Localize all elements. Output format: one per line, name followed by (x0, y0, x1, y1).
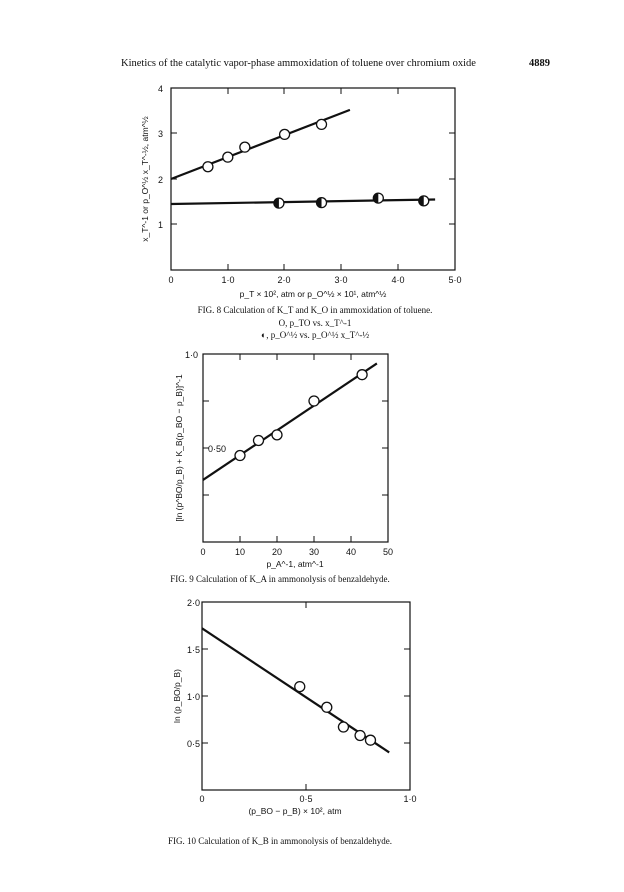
open-data-point (322, 702, 332, 712)
open-data-point (240, 142, 250, 152)
fig9-x-axis-label: p_A^-1, atm^-1 (266, 559, 324, 569)
open-data-point (317, 119, 327, 129)
figure-8-legend-half: ◐, p_O^½ vs. p_O^½ x_T^-½ (260, 330, 370, 340)
figure-10 (150, 590, 417, 820)
open-data-point (280, 129, 290, 139)
fig8-x-axis-label: p_T × 10², atm or p_O^½ × 10¹, atm^½ (239, 289, 387, 299)
figure-9 (150, 345, 410, 570)
fig8-x-tick-label: 2·0 (277, 275, 291, 285)
fig10-y-tick-label: 0·5 (186, 739, 200, 749)
fig8-x-tick-label: 5·0 (448, 275, 462, 285)
fig10-x-tick-label: 1·0 (403, 794, 417, 804)
fig9-x-tick-label: 30 (308, 547, 320, 557)
fig8-x-tick-label: 3·0 (334, 275, 348, 285)
fit-line (171, 199, 435, 204)
fig9-y-axis-label: [ln (p^BO/p_B) + K_B(p_BO − p_B)]^-1 (174, 374, 184, 522)
fig8-y-tick-label: 1 (157, 220, 163, 230)
fig10-y-tick-label: 1·0 (186, 692, 200, 702)
fig9-x-tick-label: 50 (382, 547, 394, 557)
open-data-point (355, 730, 365, 740)
fig9-y-tick-label: 1·0 (184, 350, 198, 360)
fig8-plot-frame (171, 88, 455, 270)
fig10-x-tick-label: 0 (199, 794, 205, 804)
fig9-x-tick-label: 0 (200, 547, 206, 557)
fig10-y-tick-label: 1·5 (186, 645, 200, 655)
fig8-y-axis-label: x_T^-1 or p_O^½ x_T^-½, atm^½ (140, 116, 150, 242)
fig8-x-tick-label: 1·0 (221, 275, 235, 285)
open-data-point (365, 735, 375, 745)
figure-10-caption: FIG. 10 Calculation of K_B in ammonolysis of benzaldehyde. (168, 836, 392, 846)
fig8-x-ticks (228, 88, 398, 270)
running-header-title: Kinetics of the catalytic vapor-phase ammoxidation of toluene over chromium oxide (121, 58, 476, 69)
fig9-x-tick-label: 10 (234, 547, 246, 557)
fig9-x-tick-label: 40 (345, 547, 357, 557)
fig9-plot-area (203, 363, 377, 480)
fig8-plot-area (171, 110, 435, 208)
fig10-x-tick-label: 0·5 (299, 794, 313, 804)
figure-8-legend-open: O, p_TO vs. x_T^-1 (278, 318, 352, 328)
figure-9-caption: FIG. 9 Calculation of K_A in ammonolysis of benzaldehyde. (170, 574, 390, 584)
open-data-point (357, 370, 367, 380)
fig9-plot-frame (203, 354, 388, 542)
fig10-y-axis-label: ln (p_BO/p_B) (172, 669, 182, 723)
fig10-x-axis-label: (p_BO − p_B) × 10², atm (248, 806, 342, 816)
open-data-point (223, 152, 233, 162)
open-data-point (235, 451, 245, 461)
fig9-y-ticks (203, 401, 388, 495)
fit-line (203, 363, 377, 480)
open-data-point (203, 162, 213, 172)
fig9-y-tick-label: 0·50 (208, 444, 227, 454)
fig10-plot-area (202, 628, 389, 752)
fig8-y-tick-label: 4 (157, 84, 163, 94)
open-data-point (309, 396, 319, 406)
figure-8-caption: FIG. 8 Calculation of K_T and K_O in ammoxidation of toluene. (197, 305, 433, 315)
open-data-point (254, 435, 264, 445)
page-number: 4889 (529, 58, 550, 69)
open-data-point (338, 722, 348, 732)
open-data-point (272, 430, 282, 440)
fig8-y-tick-label: 2 (157, 175, 163, 185)
fig9-x-tick-label: 20 (271, 547, 283, 557)
fig9-x-ticks (240, 354, 351, 542)
open-data-point (295, 682, 305, 692)
fig10-y-tick-label: 2·0 (186, 598, 200, 608)
fig8-x-tick-label: 0 (168, 275, 174, 285)
fig8-y-tick-label: 3 (157, 129, 163, 139)
fig8-x-tick-label: 4·0 (391, 275, 405, 285)
figure-8 (120, 80, 480, 300)
